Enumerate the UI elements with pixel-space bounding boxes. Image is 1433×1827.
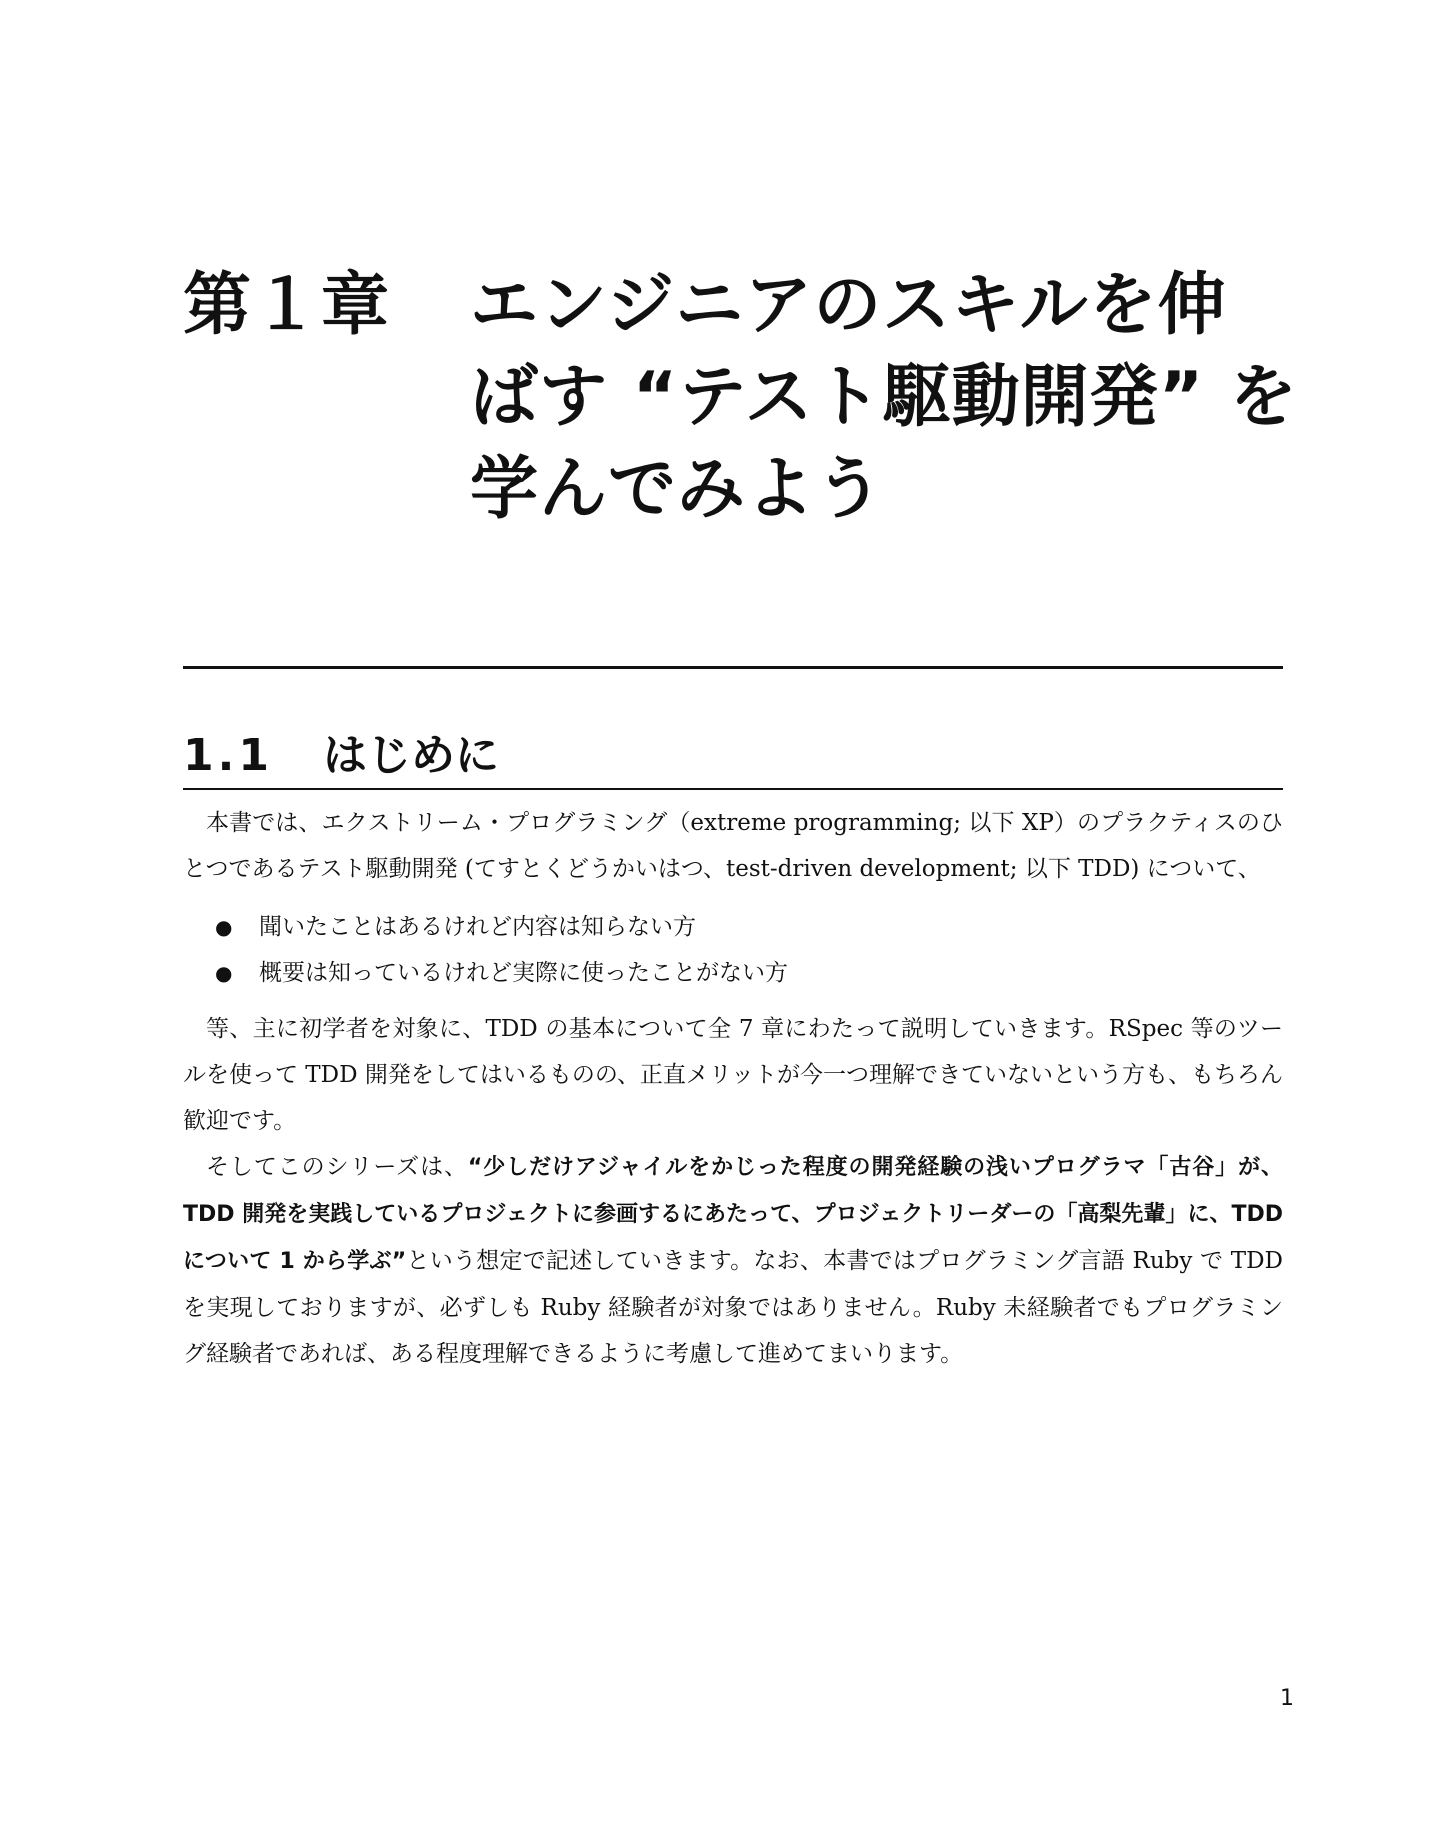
series-intro: そしてこのシリーズは、 bbox=[206, 1154, 468, 1180]
series-quote: “少しだけアジャイルをかじった程度の開発経験の浅いプログラマ「古谷」が、TDD 開発を実践しているプロジェクトに参画するにあたって、プロジェクトリーダーの「高梨先輩」に、TDD について 1 から学ぶ” bbox=[183, 1155, 1283, 1274]
series-paragraph bbox=[183, 1144, 1283, 1377]
bullet-icon: ● bbox=[215, 915, 233, 939]
list-item bbox=[215, 950, 1283, 996]
series-rest: という想定で記述していきます。なお、本書ではプログラミング言語 Ruby で TDD を実現しておりますが、必ずしも Ruby 経験者が対象ではありません。Ruby 未経験者でもプログラミング経験者であれば、ある程度理解できるように考慮して進めてまいります。 bbox=[183, 1248, 1283, 1367]
chapter-title: エンジニアのスキルを伸 ばす “テスト駆動開発” を 学んでみよう bbox=[470, 266, 1299, 529]
bullet-icon: ● bbox=[215, 961, 233, 985]
section-title: はじめに bbox=[323, 730, 499, 781]
body-text bbox=[183, 800, 1283, 1377]
section-number: 1.1 bbox=[183, 730, 273, 781]
chapter-heading bbox=[183, 260, 1303, 536]
audience-list bbox=[183, 904, 1283, 996]
section-heading bbox=[183, 722, 1283, 790]
chapter-label: 第１章 bbox=[183, 266, 391, 345]
page-number: 1 bbox=[1280, 1686, 1294, 1711]
target-paragraph: 等、主に初学者を対象に、TDD の基本について全 7 章にわたって説明していきます。RSpec 等のツールを使って TDD 開発をしてはいるものの、正直メリットが今一つ理解できていないという方も、もちろん歓迎です。 bbox=[183, 1016, 1284, 1134]
list-item-text: 聞いたことはあるけれど内容は知らない方 bbox=[259, 914, 696, 940]
list-item bbox=[215, 904, 1283, 950]
intro-paragraph: 本書では、エクストリーム・プログラミング（extreme programming; 以下 XP）のプラクティスのひとつであるテスト駆動開発 (てすとくどうかいはつ、test-driven development; 以下 TDD) について、 bbox=[183, 810, 1283, 882]
chapter-divider bbox=[183, 666, 1283, 669]
list-item-text: 概要は知っているけれど実際に使ったことがない方 bbox=[259, 960, 788, 986]
